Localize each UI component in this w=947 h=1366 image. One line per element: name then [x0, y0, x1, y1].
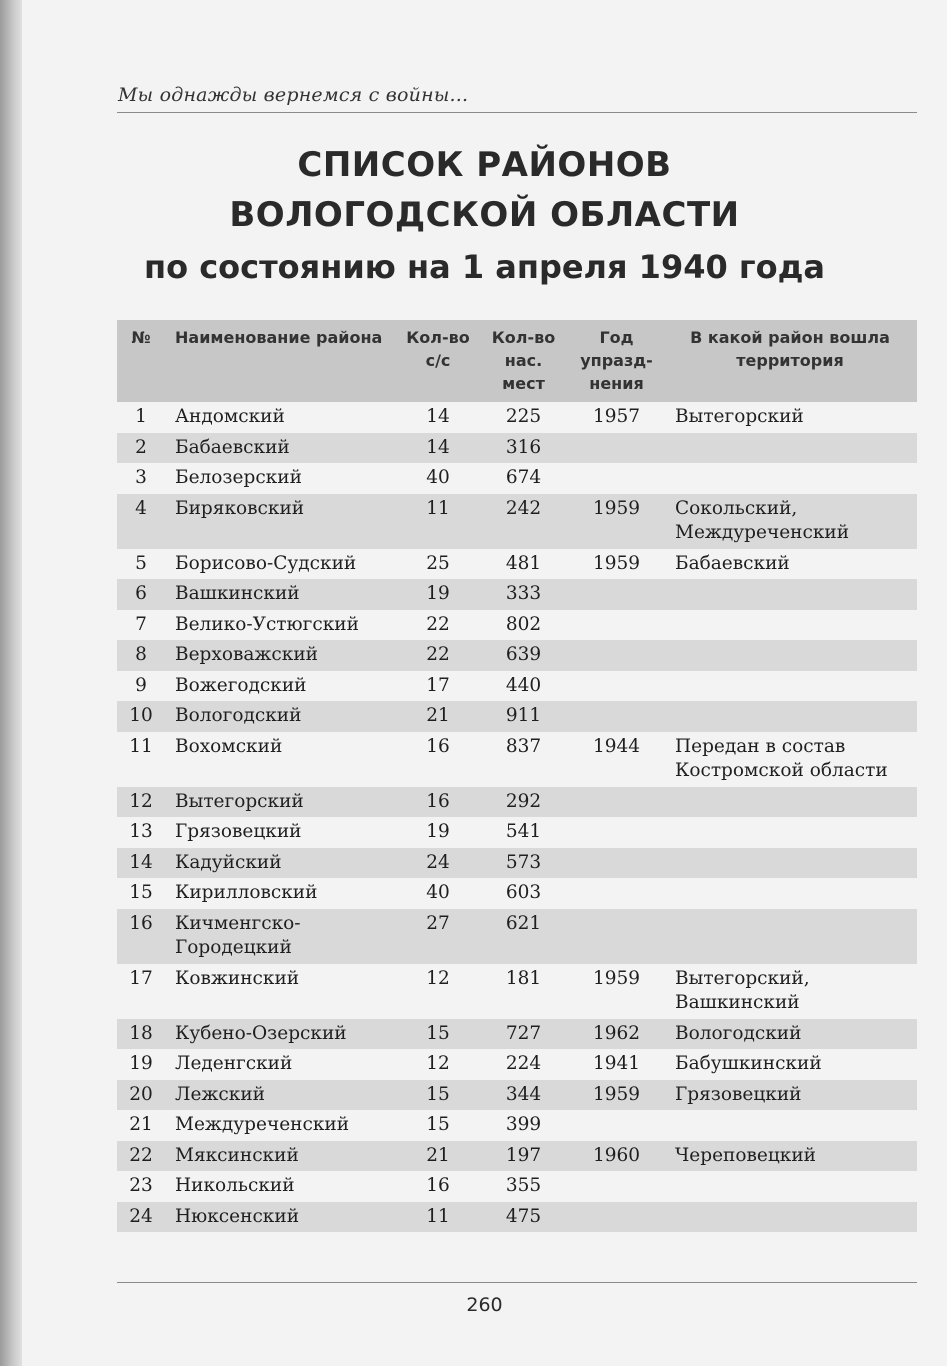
table-row	[117, 640, 917, 671]
table-row	[117, 1141, 917, 1172]
cell-target-district	[663, 701, 917, 732]
header-divider	[117, 112, 917, 113]
scan-binding-edge	[0, 0, 22, 1366]
cell-np-count: 541	[505, 821, 542, 842]
table-row	[117, 732, 917, 787]
cell-target-district	[663, 610, 917, 641]
cell-target-district: Вытегорский, Вашкинский	[675, 967, 810, 1013]
cell-np-count: 440	[505, 674, 542, 696]
cell-np-count: 727	[477, 1019, 570, 1050]
cell-num: 4	[117, 494, 165, 549]
cell-district-name: Кичменгско-Городецкий	[165, 909, 399, 964]
cell-abolition-year	[570, 817, 663, 848]
title-line-1: СПИСОК РАЙОНОВ	[297, 145, 672, 185]
cell-np-count: 674	[505, 467, 542, 488]
cell-num: 3	[135, 467, 147, 488]
cell-district-name: Лежский	[165, 1080, 399, 1111]
cell-ss-count: 16	[399, 787, 477, 818]
cell-np-count: 355	[505, 1175, 542, 1196]
cell-ss-count: 16	[426, 1175, 450, 1196]
cell-target-district	[663, 1110, 917, 1141]
cell-target-district: Передан в состав Костромской области	[675, 735, 888, 781]
cell-target-district: Череповецкий	[663, 1141, 917, 1172]
cell-num: 7	[135, 613, 147, 635]
cell-abolition-year	[570, 1202, 663, 1233]
table-row	[117, 848, 917, 879]
table-row	[117, 1019, 917, 1050]
cell-district-name: Велико-Устюгский	[175, 613, 359, 635]
cell-np-count: 475	[477, 1202, 570, 1233]
table-row	[117, 1080, 917, 1111]
cell-num: 1	[135, 406, 147, 427]
table-row	[117, 787, 917, 818]
cell-district-name: Кадуйский	[165, 848, 399, 879]
cell-target-district: Грязовецкий	[663, 1080, 917, 1111]
table-row	[117, 1202, 917, 1233]
cell-num: 8	[117, 640, 165, 671]
cell-num: 6	[117, 579, 165, 610]
cell-abolition-year	[570, 640, 663, 671]
book-page	[22, 0, 947, 1366]
cell-target-district: Сокольский, Междуреченский	[663, 494, 917, 549]
cell-district-name: Леденгский	[175, 1053, 293, 1074]
cell-num: 19	[129, 1053, 153, 1074]
table-row	[117, 463, 917, 494]
cell-abolition-year: 1944	[592, 735, 641, 757]
cell-target-district	[663, 909, 917, 964]
cell-target-district	[663, 640, 917, 671]
cell-np-count: 242	[477, 494, 570, 549]
cell-ss-count: 12	[426, 967, 450, 989]
cell-np-count: 911	[477, 701, 570, 732]
cell-target-district	[663, 787, 917, 818]
cell-target-district	[663, 1171, 917, 1202]
cell-num: 10	[117, 701, 165, 732]
cell-ss-count: 21	[399, 1141, 477, 1172]
header-np-count: Кол-во нас. мест	[477, 320, 570, 402]
cell-district-name: Вожегодский	[175, 674, 307, 696]
cell-target-district	[663, 463, 917, 494]
cell-target-district	[663, 579, 917, 610]
table-row	[117, 433, 917, 464]
cell-num: 22	[117, 1141, 165, 1172]
cell-abolition-year	[570, 463, 663, 494]
header-ss-count: Кол-во с/с	[399, 320, 477, 402]
cell-target-district	[663, 433, 917, 464]
cell-district-name: Вологодский	[165, 701, 399, 732]
cell-num: 2	[117, 433, 165, 464]
cell-district-name: Борисово-Судский	[175, 552, 357, 574]
cell-abolition-year: 1941	[592, 1053, 641, 1074]
cell-ss-count: 12	[426, 1053, 450, 1074]
cell-np-count: 181	[505, 967, 542, 989]
cell-np-count: 344	[477, 1080, 570, 1111]
cell-abolition-year	[570, 1110, 663, 1141]
table-row	[117, 610, 917, 641]
cell-district-name: Вытегорский	[165, 787, 399, 818]
cell-abolition-year	[570, 433, 663, 464]
cell-ss-count: 14	[399, 433, 477, 464]
cell-ss-count: 11	[399, 1202, 477, 1233]
cell-target-district: Вологодский	[663, 1019, 917, 1050]
cell-np-count: 333	[477, 579, 570, 610]
cell-district-name: Вохомский	[175, 735, 283, 757]
header-target-district: В какой район вошла территория	[663, 320, 917, 402]
districts-table	[117, 320, 917, 1232]
cell-district-name: Нюксенский	[165, 1202, 399, 1233]
cell-district-name: Грязовецкий	[175, 821, 302, 842]
table-row	[117, 1171, 917, 1202]
header-name: Наименование района	[165, 320, 399, 402]
cell-ss-count: 15	[399, 1080, 477, 1111]
cell-np-count: 292	[477, 787, 570, 818]
table-row	[117, 671, 917, 702]
cell-num: 23	[129, 1175, 153, 1196]
cell-target-district	[663, 1202, 917, 1233]
header-num: №	[117, 320, 165, 402]
cell-target-district	[663, 817, 917, 848]
cell-abolition-year: 1959	[592, 967, 641, 989]
cell-ss-count: 21	[399, 701, 477, 732]
cell-abolition-year	[570, 909, 663, 964]
cell-abolition-year: 1959	[592, 552, 641, 574]
cell-np-count: 621	[477, 909, 570, 964]
table-row	[117, 579, 917, 610]
cell-num: 13	[129, 821, 153, 842]
header-abolition-year: Год упразд-нения	[570, 320, 663, 402]
cell-num: 24	[117, 1202, 165, 1233]
cell-abolition-year: 1960	[570, 1141, 663, 1172]
cell-district-name: Ковжинский	[175, 967, 300, 989]
cell-district-name: Биряковский	[165, 494, 399, 549]
cell-district-name: Междуреченский	[175, 1114, 350, 1135]
cell-district-name: Кирилловский	[175, 882, 318, 903]
cell-district-name: Верховажский	[165, 640, 399, 671]
table-row	[117, 909, 917, 964]
title-line-2: ВОЛОГОДСКОЙ ОБЛАСТИ	[229, 195, 740, 235]
table-body	[117, 402, 917, 1232]
cell-ss-count: 25	[426, 552, 450, 574]
cell-num: 12	[117, 787, 165, 818]
cell-district-name: Мяксинский	[165, 1141, 399, 1172]
table-row	[117, 549, 917, 580]
cell-abolition-year	[570, 701, 663, 732]
cell-np-count: 603	[505, 882, 542, 903]
cell-num: 5	[135, 552, 147, 574]
cell-abolition-year	[570, 671, 663, 702]
table-row	[117, 1049, 917, 1080]
table-row	[117, 1110, 917, 1141]
cell-np-count: 573	[477, 848, 570, 879]
page-number: 260	[466, 1294, 503, 1316]
cell-district-name: Андомский	[175, 406, 285, 427]
cell-ss-count: 17	[426, 674, 450, 696]
cell-abolition-year: 1959	[570, 1080, 663, 1111]
cell-target-district	[663, 848, 917, 879]
table-row	[117, 964, 917, 1019]
table-row	[117, 817, 917, 848]
cell-ss-count: 24	[399, 848, 477, 879]
cell-np-count: 481	[505, 552, 542, 574]
cell-district-name: Никольский	[175, 1175, 295, 1196]
cell-district-name: Бабаевский	[165, 433, 399, 464]
cell-num: 20	[117, 1080, 165, 1111]
cell-ss-count: 19	[426, 821, 450, 842]
cell-ss-count: 15	[426, 1114, 450, 1135]
cell-num: 21	[129, 1114, 153, 1135]
cell-abolition-year	[570, 787, 663, 818]
table-row	[117, 402, 917, 433]
footer-divider	[117, 1282, 917, 1283]
table-row	[117, 878, 917, 909]
running-header: Мы однажды вернемся с войны...	[118, 84, 469, 106]
cell-ss-count: 11	[399, 494, 477, 549]
cell-abolition-year: 1957	[592, 406, 641, 427]
cell-num: 14	[117, 848, 165, 879]
cell-abolition-year: 1959	[570, 494, 663, 549]
table-header-row	[117, 320, 917, 402]
cell-num: 11	[129, 735, 153, 757]
cell-ss-count: 40	[426, 882, 450, 903]
cell-ss-count: 19	[399, 579, 477, 610]
cell-num: 18	[117, 1019, 165, 1050]
cell-abolition-year	[570, 1171, 663, 1202]
cell-np-count: 224	[505, 1053, 542, 1074]
cell-num: 15	[129, 882, 153, 903]
cell-num: 17	[129, 967, 153, 989]
cell-ss-count: 27	[399, 909, 477, 964]
cell-district-name: Белозерский	[175, 467, 302, 488]
page-title	[22, 140, 947, 294]
cell-ss-count: 22	[399, 640, 477, 671]
cell-ss-count: 40	[426, 467, 450, 488]
cell-np-count: 639	[477, 640, 570, 671]
cell-np-count: 225	[505, 406, 542, 427]
cell-ss-count: 16	[426, 735, 450, 757]
cell-target-district: Бабаевский	[675, 552, 790, 574]
cell-target-district: Бабушкинский	[675, 1053, 822, 1074]
cell-abolition-year	[570, 878, 663, 909]
cell-ss-count: 22	[426, 613, 450, 635]
cell-np-count: 197	[477, 1141, 570, 1172]
cell-abolition-year	[570, 610, 663, 641]
cell-abolition-year	[570, 579, 663, 610]
cell-target-district	[663, 878, 917, 909]
cell-ss-count: 15	[399, 1019, 477, 1050]
cell-num: 16	[117, 909, 165, 964]
cell-district-name: Вашкинский	[165, 579, 399, 610]
cell-target-district	[663, 671, 917, 702]
table-row	[117, 494, 917, 549]
cell-np-count: 399	[505, 1114, 542, 1135]
cell-district-name: Кубено-Озерский	[165, 1019, 399, 1050]
cell-abolition-year	[570, 848, 663, 879]
cell-np-count: 316	[477, 433, 570, 464]
cell-num: 9	[135, 674, 147, 696]
cell-target-district: Вытегорский	[675, 406, 804, 427]
table-row	[117, 701, 917, 732]
title-line-3: по состоянию на 1 апреля 1940 года	[143, 248, 826, 286]
cell-np-count: 802	[505, 613, 542, 635]
cell-abolition-year: 1962	[570, 1019, 663, 1050]
cell-np-count: 837	[505, 735, 542, 757]
cell-ss-count: 14	[426, 406, 450, 427]
